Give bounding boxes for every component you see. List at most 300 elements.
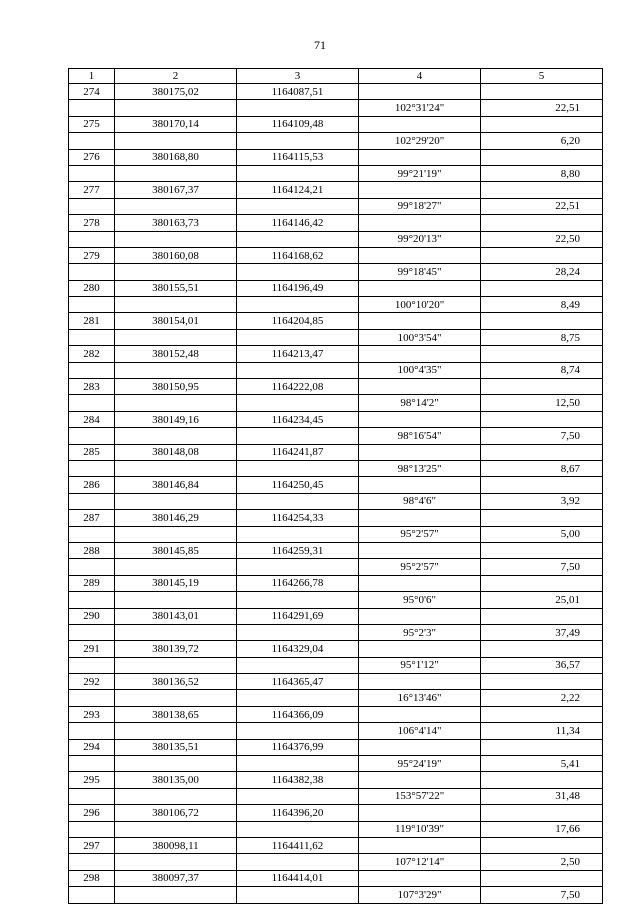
- empty-cell: [115, 756, 237, 772]
- empty-cell: [481, 706, 603, 722]
- empty-cell: [237, 723, 359, 739]
- empty-cell: [69, 198, 115, 214]
- table-row: [69, 329, 603, 345]
- empty-cell: [359, 116, 481, 132]
- distance-cell: 2,22: [481, 690, 603, 706]
- y-coordinate-cell: 1164196,49: [237, 280, 359, 296]
- empty-cell: [69, 821, 115, 837]
- empty-cell: [481, 313, 603, 329]
- point-number-cell: 288: [69, 542, 115, 558]
- empty-cell: [481, 379, 603, 395]
- table-row: [69, 526, 603, 542]
- point-number-cell: 290: [69, 608, 115, 624]
- empty-cell: [237, 100, 359, 116]
- empty-cell: [359, 280, 481, 296]
- empty-cell: [115, 887, 237, 903]
- angle-cell: 107°3'29": [359, 887, 481, 903]
- column-header-4: 4: [359, 69, 481, 84]
- table-row: [69, 297, 603, 313]
- empty-cell: [115, 493, 237, 509]
- distance-cell: 8,80: [481, 165, 603, 181]
- angle-cell: 99°18'45": [359, 264, 481, 280]
- distance-cell: 22,51: [481, 100, 603, 116]
- point-number-cell: 296: [69, 805, 115, 821]
- empty-cell: [69, 133, 115, 149]
- x-coordinate-cell: 380167,37: [115, 182, 237, 198]
- empty-cell: [359, 870, 481, 886]
- table-row: [69, 346, 603, 362]
- empty-cell: [115, 198, 237, 214]
- empty-cell: [115, 854, 237, 870]
- empty-cell: [115, 264, 237, 280]
- empty-cell: [115, 592, 237, 608]
- empty-cell: [481, 510, 603, 526]
- x-coordinate-cell: 380155,51: [115, 280, 237, 296]
- empty-cell: [481, 149, 603, 165]
- empty-cell: [237, 493, 359, 509]
- empty-cell: [481, 739, 603, 755]
- empty-cell: [237, 854, 359, 870]
- empty-cell: [69, 100, 115, 116]
- point-number-cell: 283: [69, 379, 115, 395]
- point-number-cell: 286: [69, 477, 115, 493]
- empty-cell: [481, 182, 603, 198]
- y-coordinate-cell: 1164396,20: [237, 805, 359, 821]
- distance-cell: 7,50: [481, 559, 603, 575]
- y-coordinate-cell: 1164291,69: [237, 608, 359, 624]
- table-row: [69, 542, 603, 558]
- empty-cell: [481, 575, 603, 591]
- point-number-cell: 291: [69, 641, 115, 657]
- empty-cell: [237, 624, 359, 640]
- x-coordinate-cell: 380152,48: [115, 346, 237, 362]
- x-coordinate-cell: 380135,51: [115, 739, 237, 755]
- table-row: [69, 706, 603, 722]
- x-coordinate-cell: 380149,16: [115, 411, 237, 427]
- table-row: [69, 165, 603, 181]
- empty-cell: [359, 346, 481, 362]
- empty-cell: [359, 510, 481, 526]
- table-row: [69, 477, 603, 493]
- empty-cell: [481, 837, 603, 853]
- x-coordinate-cell: 380163,73: [115, 215, 237, 231]
- table-row: [69, 100, 603, 116]
- empty-cell: [237, 657, 359, 673]
- empty-cell: [69, 165, 115, 181]
- point-number-cell: 289: [69, 575, 115, 591]
- empty-cell: [115, 428, 237, 444]
- empty-cell: [69, 723, 115, 739]
- empty-cell: [115, 657, 237, 673]
- empty-cell: [481, 411, 603, 427]
- column-header-2: 2: [115, 69, 237, 84]
- y-coordinate-cell: 1164366,09: [237, 706, 359, 722]
- empty-cell: [359, 149, 481, 165]
- distance-cell: 37,49: [481, 624, 603, 640]
- y-coordinate-cell: 1164241,87: [237, 444, 359, 460]
- y-coordinate-cell: 1164376,99: [237, 739, 359, 755]
- empty-cell: [481, 641, 603, 657]
- angle-cell: 98°16'54": [359, 428, 481, 444]
- y-coordinate-cell: 1164414,01: [237, 870, 359, 886]
- empty-cell: [115, 362, 237, 378]
- table-row: [69, 493, 603, 509]
- angle-cell: 98°14'2": [359, 395, 481, 411]
- x-coordinate-cell: 380106,72: [115, 805, 237, 821]
- empty-cell: [115, 690, 237, 706]
- empty-cell: [481, 247, 603, 263]
- empty-cell: [237, 460, 359, 476]
- x-coordinate-cell: 380146,84: [115, 477, 237, 493]
- empty-cell: [481, 805, 603, 821]
- table-row: [69, 460, 603, 476]
- point-number-cell: 285: [69, 444, 115, 460]
- empty-cell: [359, 84, 481, 100]
- table-row: [69, 182, 603, 198]
- empty-cell: [115, 460, 237, 476]
- distance-cell: 11,34: [481, 723, 603, 739]
- empty-cell: [115, 165, 237, 181]
- x-coordinate-cell: 380135,00: [115, 772, 237, 788]
- y-coordinate-cell: 1164213,47: [237, 346, 359, 362]
- empty-cell: [69, 231, 115, 247]
- empty-cell: [69, 362, 115, 378]
- x-coordinate-cell: 380143,01: [115, 608, 237, 624]
- angle-cell: 100°10'20": [359, 297, 481, 313]
- table-row: [69, 608, 603, 624]
- empty-cell: [481, 116, 603, 132]
- coordinates-table: [68, 68, 603, 904]
- point-number-cell: 277: [69, 182, 115, 198]
- empty-cell: [481, 84, 603, 100]
- x-coordinate-cell: 380168,80: [115, 149, 237, 165]
- empty-cell: [481, 542, 603, 558]
- y-coordinate-cell: 1164087,51: [237, 84, 359, 100]
- empty-cell: [69, 264, 115, 280]
- table-row: [69, 690, 603, 706]
- y-coordinate-cell: 1164254,33: [237, 510, 359, 526]
- y-coordinate-cell: 1164168,62: [237, 247, 359, 263]
- y-coordinate-cell: 1164222,08: [237, 379, 359, 395]
- x-coordinate-cell: 380139,72: [115, 641, 237, 657]
- x-coordinate-cell: 380146,29: [115, 510, 237, 526]
- table-row: [69, 247, 603, 263]
- table-row: [69, 559, 603, 575]
- empty-cell: [115, 624, 237, 640]
- table-row: [69, 264, 603, 280]
- table-row: [69, 870, 603, 886]
- empty-cell: [359, 182, 481, 198]
- empty-cell: [69, 297, 115, 313]
- angle-cell: 100°4'35": [359, 362, 481, 378]
- distance-cell: 31,48: [481, 788, 603, 804]
- empty-cell: [481, 674, 603, 690]
- empty-cell: [115, 526, 237, 542]
- y-coordinate-cell: 1164124,21: [237, 182, 359, 198]
- angle-cell: 102°31'24": [359, 100, 481, 116]
- table-row: [69, 821, 603, 837]
- empty-cell: [481, 215, 603, 231]
- empty-cell: [237, 821, 359, 837]
- empty-cell: [359, 411, 481, 427]
- distance-cell: 5,41: [481, 756, 603, 772]
- empty-cell: [359, 674, 481, 690]
- empty-cell: [359, 542, 481, 558]
- empty-cell: [237, 329, 359, 345]
- table-row: [69, 133, 603, 149]
- angle-cell: 153°57'22": [359, 788, 481, 804]
- distance-cell: 7,50: [481, 428, 603, 444]
- angle-cell: 95°2'3": [359, 624, 481, 640]
- empty-cell: [69, 624, 115, 640]
- page-number: 71: [314, 38, 326, 52]
- distance-cell: 22,51: [481, 198, 603, 214]
- empty-cell: [359, 575, 481, 591]
- x-coordinate-cell: 380154,01: [115, 313, 237, 329]
- angle-cell: 95°0'6": [359, 592, 481, 608]
- table-row: [69, 395, 603, 411]
- empty-cell: [237, 297, 359, 313]
- empty-cell: [237, 690, 359, 706]
- empty-cell: [237, 526, 359, 542]
- empty-cell: [481, 280, 603, 296]
- empty-cell: [481, 444, 603, 460]
- distance-cell: 5,00: [481, 526, 603, 542]
- empty-cell: [237, 264, 359, 280]
- empty-cell: [115, 231, 237, 247]
- y-coordinate-cell: 1164250,45: [237, 477, 359, 493]
- empty-cell: [115, 821, 237, 837]
- point-number-cell: 297: [69, 837, 115, 853]
- table-row: [69, 149, 603, 165]
- angle-cell: 99°20'13": [359, 231, 481, 247]
- column-header-3: 3: [237, 69, 359, 84]
- empty-cell: [115, 788, 237, 804]
- angle-cell: 106°4'14": [359, 723, 481, 739]
- angle-cell: 100°3'54": [359, 329, 481, 345]
- empty-cell: [359, 641, 481, 657]
- empty-cell: [359, 706, 481, 722]
- empty-cell: [237, 428, 359, 444]
- empty-cell: [237, 395, 359, 411]
- x-coordinate-cell: 380138,65: [115, 706, 237, 722]
- y-coordinate-cell: 1164115,53: [237, 149, 359, 165]
- angle-cell: 99°21'19": [359, 165, 481, 181]
- table-row: [69, 641, 603, 657]
- angle-cell: 95°24'19": [359, 756, 481, 772]
- empty-cell: [359, 837, 481, 853]
- table-row: [69, 575, 603, 591]
- angle-cell: 95°2'57": [359, 559, 481, 575]
- point-number-cell: 294: [69, 739, 115, 755]
- distance-cell: 8,75: [481, 329, 603, 345]
- empty-cell: [115, 297, 237, 313]
- table-row: [69, 657, 603, 673]
- empty-cell: [481, 772, 603, 788]
- y-coordinate-cell: 1164365,47: [237, 674, 359, 690]
- y-coordinate-cell: 1164259,31: [237, 542, 359, 558]
- empty-cell: [359, 805, 481, 821]
- point-number-cell: 293: [69, 706, 115, 722]
- empty-cell: [69, 887, 115, 903]
- empty-cell: [359, 477, 481, 493]
- empty-cell: [69, 329, 115, 345]
- y-coordinate-cell: 1164329,04: [237, 641, 359, 657]
- empty-cell: [69, 395, 115, 411]
- angle-cell: 119°10'39": [359, 821, 481, 837]
- point-number-cell: 295: [69, 772, 115, 788]
- angle-cell: 95°1'12": [359, 657, 481, 673]
- angle-cell: 16°13'46": [359, 690, 481, 706]
- table-row: [69, 313, 603, 329]
- table-row: [69, 362, 603, 378]
- table-row: [69, 624, 603, 640]
- y-coordinate-cell: 1164109,48: [237, 116, 359, 132]
- empty-cell: [115, 133, 237, 149]
- point-number-cell: 280: [69, 280, 115, 296]
- table-row: [69, 739, 603, 755]
- empty-cell: [237, 165, 359, 181]
- empty-cell: [237, 559, 359, 575]
- table-row: [69, 231, 603, 247]
- empty-cell: [69, 854, 115, 870]
- x-coordinate-cell: 380150,95: [115, 379, 237, 395]
- distance-cell: 2,50: [481, 854, 603, 870]
- x-coordinate-cell: 380097,37: [115, 870, 237, 886]
- empty-cell: [359, 215, 481, 231]
- table-row: [69, 674, 603, 690]
- empty-cell: [237, 756, 359, 772]
- empty-cell: [69, 460, 115, 476]
- table-row: [69, 198, 603, 214]
- empty-cell: [69, 690, 115, 706]
- table-row: [69, 887, 603, 903]
- table-row: [69, 592, 603, 608]
- empty-cell: [359, 739, 481, 755]
- empty-cell: [69, 592, 115, 608]
- table-row: [69, 788, 603, 804]
- empty-cell: [69, 756, 115, 772]
- point-number-cell: 274: [69, 84, 115, 100]
- distance-cell: 28,24: [481, 264, 603, 280]
- point-number-cell: 287: [69, 510, 115, 526]
- distance-cell: 8,49: [481, 297, 603, 313]
- empty-cell: [359, 444, 481, 460]
- table-row: [69, 772, 603, 788]
- empty-cell: [359, 379, 481, 395]
- empty-cell: [69, 788, 115, 804]
- x-coordinate-cell: 380145,85: [115, 542, 237, 558]
- empty-cell: [69, 428, 115, 444]
- column-header-1: 1: [69, 69, 115, 84]
- distance-cell: 17,66: [481, 821, 603, 837]
- point-number-cell: 278: [69, 215, 115, 231]
- table-row: [69, 116, 603, 132]
- table-row: [69, 379, 603, 395]
- empty-cell: [359, 772, 481, 788]
- x-coordinate-cell: 380136,52: [115, 674, 237, 690]
- table-row: [69, 428, 603, 444]
- distance-cell: 25,01: [481, 592, 603, 608]
- point-number-cell: 281: [69, 313, 115, 329]
- angle-cell: 95°2'57": [359, 526, 481, 542]
- empty-cell: [115, 329, 237, 345]
- y-coordinate-cell: 1164234,45: [237, 411, 359, 427]
- point-number-cell: 282: [69, 346, 115, 362]
- empty-cell: [69, 526, 115, 542]
- empty-cell: [481, 346, 603, 362]
- point-number-cell: 279: [69, 247, 115, 263]
- empty-cell: [237, 788, 359, 804]
- empty-cell: [115, 395, 237, 411]
- table-row: [69, 837, 603, 853]
- angle-cell: 99°18'27": [359, 198, 481, 214]
- empty-cell: [237, 592, 359, 608]
- point-number-cell: 292: [69, 674, 115, 690]
- point-number-cell: 275: [69, 116, 115, 132]
- table-row: [69, 215, 603, 231]
- x-coordinate-cell: 380160,08: [115, 247, 237, 263]
- distance-cell: 36,57: [481, 657, 603, 673]
- distance-cell: 22,50: [481, 231, 603, 247]
- table-row: [69, 280, 603, 296]
- distance-cell: 8,67: [481, 460, 603, 476]
- empty-cell: [115, 723, 237, 739]
- table-row: [69, 510, 603, 526]
- table-row: [69, 411, 603, 427]
- empty-cell: [237, 362, 359, 378]
- y-coordinate-cell: 1164382,38: [237, 772, 359, 788]
- distance-cell: 7,50: [481, 887, 603, 903]
- table-row: [69, 444, 603, 460]
- empty-cell: [69, 657, 115, 673]
- angle-cell: 102°29'20": [359, 133, 481, 149]
- distance-cell: 12,50: [481, 395, 603, 411]
- table-row: [69, 84, 603, 100]
- angle-cell: 98°4'6": [359, 493, 481, 509]
- table-row: [69, 723, 603, 739]
- x-coordinate-cell: 380170,14: [115, 116, 237, 132]
- empty-cell: [359, 608, 481, 624]
- empty-cell: [481, 870, 603, 886]
- point-number-cell: 276: [69, 149, 115, 165]
- empty-cell: [115, 100, 237, 116]
- empty-cell: [359, 247, 481, 263]
- empty-cell: [481, 477, 603, 493]
- angle-cell: 107°12'14": [359, 854, 481, 870]
- empty-cell: [237, 887, 359, 903]
- y-coordinate-cell: 1164204,85: [237, 313, 359, 329]
- empty-cell: [69, 559, 115, 575]
- empty-cell: [237, 133, 359, 149]
- x-coordinate-cell: 380175,02: [115, 84, 237, 100]
- column-header-5: 5: [481, 69, 603, 84]
- point-number-cell: 284: [69, 411, 115, 427]
- empty-cell: [69, 493, 115, 509]
- y-coordinate-cell: 1164411,62: [237, 837, 359, 853]
- empty-cell: [481, 608, 603, 624]
- empty-cell: [115, 559, 237, 575]
- point-number-cell: 298: [69, 870, 115, 886]
- y-coordinate-cell: 1164146,42: [237, 215, 359, 231]
- distance-cell: 8,74: [481, 362, 603, 378]
- y-coordinate-cell: 1164266,78: [237, 575, 359, 591]
- table-header-row: [69, 69, 603, 84]
- empty-cell: [237, 198, 359, 214]
- distance-cell: 6,20: [481, 133, 603, 149]
- table-row: [69, 756, 603, 772]
- distance-cell: 3,92: [481, 493, 603, 509]
